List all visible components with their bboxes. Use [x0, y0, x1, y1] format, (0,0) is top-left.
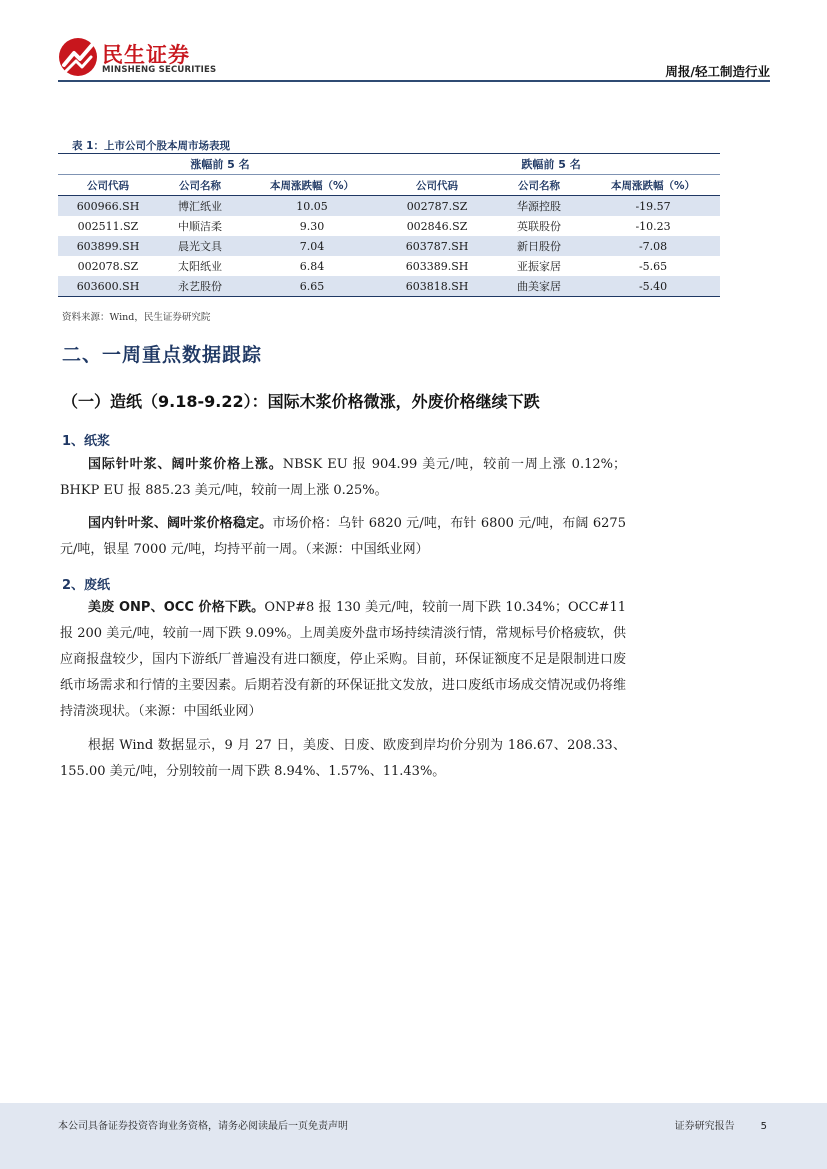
section-title: 二、一周重点数据跟踪 — [62, 344, 263, 366]
table-cell: 603787.SH — [382, 236, 492, 256]
table-cell: 英联股份 — [517, 220, 562, 233]
table-cell: 曲美家居 — [492, 276, 586, 297]
page-header — [58, 34, 770, 80]
footer-meta — [675, 1117, 767, 1132]
table-caption: 表 1：上市公司个股本周市场表现 — [72, 140, 230, 152]
section-subtitle: （一）造纸（9.18-9.22）：国际木浆价格微涨，外废价格继续下跌 — [62, 392, 540, 411]
company-logo — [58, 34, 228, 80]
pulp-intl-text: NBSK EU 报 904.99 美元/吨，较前一周上涨 0.12%；BHKP EU 报 885.23 美元/吨，较前一周上涨 0.25%。 — [60, 457, 626, 498]
table-cell: 002846.SZ — [406, 219, 468, 233]
table-cell: 603818.SH — [382, 276, 492, 297]
table-cell: 中顺洁柔 — [178, 220, 222, 233]
logo-chinese-name: 民生证券 — [102, 43, 190, 67]
table-cell: 永艺股份 — [158, 276, 242, 297]
table-header-row — [58, 175, 720, 196]
table-row — [58, 236, 720, 256]
pulp-domestic-text: 市场价格：乌针 6820 元/吨，布针 6800 元/吨，布阔 6275 元/吨，银星 7000 元/吨，均持平前一周。（来源：中国纸业网） — [60, 516, 626, 557]
footer-label: 证券研究报告 — [674, 1121, 735, 1132]
table-cell: -19.57 — [586, 196, 720, 217]
table-row — [58, 276, 720, 297]
waste-heading: 2、废纸 — [62, 578, 111, 593]
page-footer — [0, 1103, 827, 1169]
table-row — [58, 196, 720, 217]
table-cell: -10.23 — [635, 219, 671, 233]
table-cell: 9.30 — [299, 219, 325, 233]
header-divider — [58, 80, 770, 82]
logo-mark-icon — [58, 37, 98, 77]
table-cell: 603389.SH — [405, 259, 469, 273]
waste-paragraph-wind — [60, 733, 626, 785]
waste-paragraph-us — [60, 595, 626, 725]
report-type: 周报/轻工制造行业 — [665, 64, 770, 79]
table-cell: 6.65 — [242, 276, 382, 297]
table-cell: 002078.SZ — [77, 259, 139, 273]
table-cell: -7.08 — [586, 236, 720, 256]
table-cell: 太阳纸业 — [178, 260, 222, 273]
table-cell: 博汇纸业 — [158, 196, 242, 217]
pulp-paragraph-domestic — [60, 511, 626, 563]
group-losers: 跌幅前 5 名 — [382, 154, 720, 175]
table-cell: 603899.SH — [58, 236, 158, 256]
pulp-domestic-lead: 国内针叶浆、阔叶浆价格稳定。 — [88, 516, 273, 531]
group-gainers: 涨幅前 5 名 — [58, 154, 382, 175]
waste-wind-text: 根据 Wind 数据显示，9 月 27 日，美废、日废、欧废到岸均价分别为 186.67、208.33、155.00 美元/吨，分别较前一周下跌 8.94%、1.57%、11.43%。 — [60, 738, 626, 779]
table-cell: 6.84 — [299, 259, 325, 273]
table-cell: 603600.SH — [58, 276, 158, 297]
col-header: 本周涨跌幅（%） — [586, 175, 720, 196]
table-row — [58, 256, 720, 276]
logo-english-name: MINSHENG SECURITIES — [102, 65, 217, 75]
col-header: 公司名称 — [158, 175, 242, 196]
col-header: 公司代码 — [58, 175, 158, 196]
table-group-row — [58, 154, 720, 175]
table-cell: 7.04 — [242, 236, 382, 256]
waste-us-lead: 美废 ONP、OCC 价格下跌。 — [88, 600, 265, 615]
col-header: 公司名称 — [492, 175, 586, 196]
col-header: 本周涨跌幅（%） — [242, 175, 382, 196]
table-cell: -5.65 — [638, 259, 668, 273]
table-cell: 002511.SZ — [77, 219, 139, 233]
table-cell: 002787.SZ — [382, 196, 492, 217]
page-number: 5 — [760, 1121, 767, 1132]
table-cell: 晨光文具 — [158, 236, 242, 256]
footer-disclaimer: 本公司具备证券投资咨询业务资格，请务必阅读最后一页免责声明 — [58, 1121, 348, 1132]
pulp-paragraph-intl — [60, 452, 626, 504]
table-cell: 亚振家居 — [517, 260, 562, 273]
stock-performance-table — [58, 153, 720, 297]
pulp-heading: 1、纸浆 — [62, 434, 111, 449]
table-cell: 新日股份 — [492, 236, 586, 256]
waste-us-text: ONP#8 报 130 美元/吨，较前一周下跌 10.34%；OCC#11 报 200 美元/吨，较前一周下跌 9.09%。上周美废外盘市场持续清淡行情，常规标号价格疲软，供应商报盘较少，国内下游纸厂普遍没有进口额度，停止采购。目前，环保证额度不足是限制进口废纸市场需求和行情的主要因素。后期若没有新的环保证批文发放，进口废纸市场成交情况或仍将维持清淡现状。（来源：中国纸业网） — [60, 600, 626, 719]
col-header: 公司代码 — [382, 175, 492, 196]
table-source: 资料来源：Wind，民生证券研究院 — [62, 312, 211, 323]
table-cell: -5.40 — [586, 276, 720, 297]
table-row — [58, 216, 720, 236]
pulp-intl-lead: 国际针叶浆、阔叶浆价格上涨。 — [88, 457, 283, 472]
table-cell: 600966.SH — [58, 196, 158, 217]
table-cell: 华源控股 — [492, 196, 586, 217]
table-cell: 10.05 — [242, 196, 382, 217]
